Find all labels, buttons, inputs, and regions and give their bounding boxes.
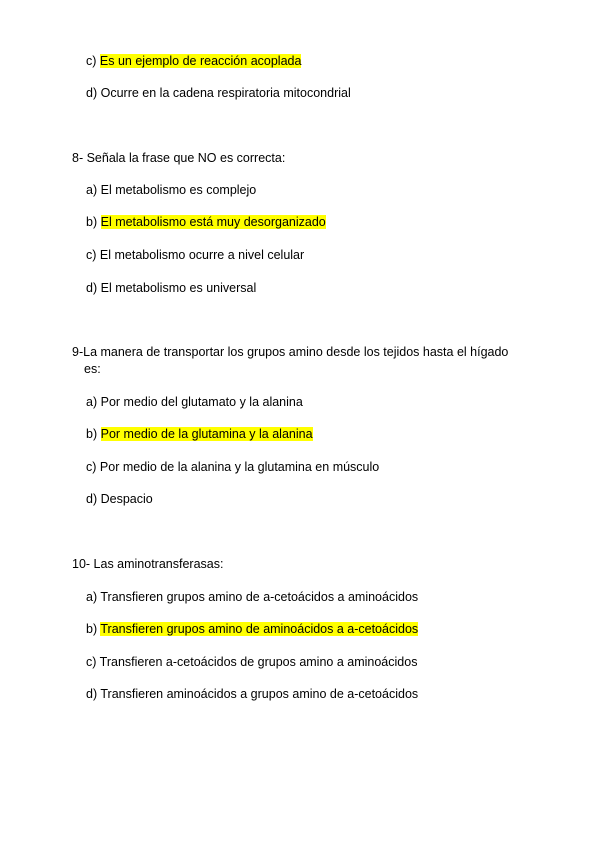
q9-question-line2: es: xyxy=(84,362,101,376)
option-letter: c) xyxy=(86,655,97,669)
option-letter: b) xyxy=(86,622,98,636)
option-text-highlighted: Es un ejemplo de reacción acoplada xyxy=(99,54,302,68)
q9-question-line1: 9-La manera de transportar los grupos amino desde los tejidos hasta el hígado xyxy=(72,345,509,359)
q8-option-a xyxy=(86,182,256,198)
q8-question: 8- Señala la frase que NO es correcta: xyxy=(72,151,286,165)
q7-option-d xyxy=(86,85,351,101)
option-letter: c) xyxy=(86,54,97,68)
option-letter: c) xyxy=(86,248,97,262)
option-letter: a) xyxy=(86,183,98,197)
option-letter: d) xyxy=(86,86,98,100)
option-text: El metabolismo ocurre a nivel celular xyxy=(99,248,305,262)
option-text: El metabolismo es complejo xyxy=(100,183,257,197)
q10-question: 10- Las aminotransferasas: xyxy=(72,557,224,571)
q8-option-d xyxy=(86,280,256,296)
option-letter: d) xyxy=(86,687,98,701)
option-text: Despacio xyxy=(100,492,153,506)
option-letter: a) xyxy=(86,395,98,409)
q8-option-b xyxy=(86,214,326,230)
option-letter: d) xyxy=(86,281,98,295)
option-letter: b) xyxy=(86,215,98,229)
q8-option-c xyxy=(86,247,304,263)
option-text: Por medio del glutamato y la alanina xyxy=(100,395,303,409)
q9-option-b xyxy=(86,426,313,442)
option-letter: c) xyxy=(86,460,97,474)
option-letter: a) xyxy=(86,590,98,604)
option-text: Por medio de la alanina y la glutamina en músculo xyxy=(99,460,380,474)
option-text: Transfieren aminoácidos a grupos amino de a-cetoácidos xyxy=(100,687,419,701)
q7-option-c xyxy=(86,53,301,69)
q10-option-d xyxy=(86,686,418,702)
q10-option-c xyxy=(86,654,417,670)
q10-option-b xyxy=(86,621,418,637)
q9-option-a xyxy=(86,394,303,410)
option-text-highlighted: El metabolismo está muy desorganizado xyxy=(100,215,326,229)
option-letter: b) xyxy=(86,427,98,441)
option-text: Ocurre en la cadena respiratoria mitocondrial xyxy=(100,86,351,100)
q9-option-d xyxy=(86,491,153,507)
option-text-highlighted: Por medio de la glutamina y la alanina xyxy=(100,427,313,441)
option-text-highlighted: Transfieren grupos amino de aminoácidos a a-cetoácidos xyxy=(100,622,419,636)
option-letter: d) xyxy=(86,492,98,506)
option-text: Transfieren a-cetoácidos de grupos amino a aminoácidos xyxy=(99,655,418,669)
q10-option-a xyxy=(86,589,418,605)
option-text: El metabolismo es universal xyxy=(100,281,257,295)
option-text: Transfieren grupos amino de a-cetoácidos a aminoácidos xyxy=(100,590,419,604)
q9-option-c xyxy=(86,459,379,475)
